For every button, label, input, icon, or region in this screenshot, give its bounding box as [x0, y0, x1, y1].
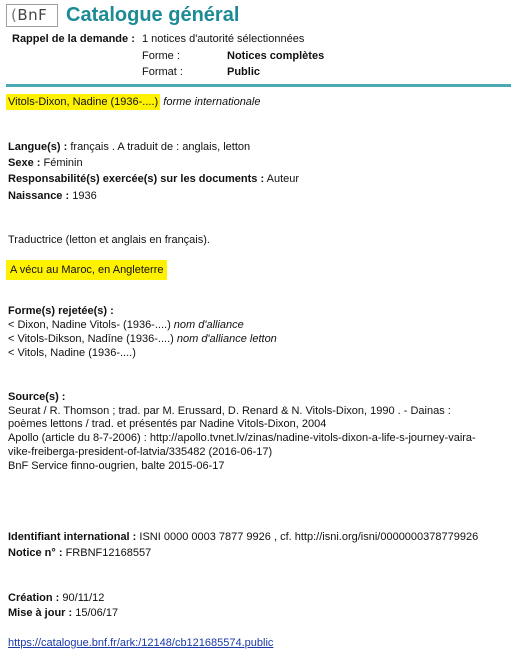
- note-residence-wrap: [6, 264, 167, 276]
- field-sexe: [8, 157, 83, 169]
- update-value: 15/06/17: [75, 607, 119, 619]
- source-line: Apollo (article du 8-7-2006) : http://apollo.tvnet.lv/zinas/nadine-vitols-dixon-a-life-s-journey-vaira-: [8, 432, 476, 444]
- sources-label: Source(s) :: [8, 391, 66, 403]
- rejected-text: < Dixon, Nadine Vitols- (1936-....): [8, 319, 171, 331]
- field-value: Féminin: [43, 157, 83, 169]
- rejected-note: nom d'alliance: [173, 319, 244, 331]
- note-residence: A vécu au Maroc, en Angleterre: [6, 260, 167, 280]
- creation-row: [8, 592, 104, 604]
- notice-row: [8, 547, 151, 559]
- rejected-item: [8, 333, 277, 345]
- request-label: Rappel de la demande :: [12, 33, 135, 45]
- rejected-label: Forme(s) rejetée(s) :: [8, 305, 114, 317]
- notice-label: Notice n° :: [8, 547, 63, 559]
- field-value: 1936: [72, 190, 97, 202]
- field-label: Sexe :: [8, 157, 41, 169]
- rejected-item: [8, 319, 244, 331]
- field-value: français . A traduit de : anglais, letton: [70, 141, 251, 153]
- rejected-note: nom d'alliance letton: [176, 333, 277, 345]
- record-name: Vitols-Dixon, Nadine (1936-....): [8, 96, 159, 108]
- rejected-text: < Vitols-Dikson, Nadīne (1936-....): [8, 333, 174, 345]
- note-translator: Traductrice (letton et anglais en français).: [8, 234, 210, 246]
- field-label: Langue(s) :: [8, 141, 68, 153]
- bnf-logo: [6, 4, 58, 27]
- format-label: Format :: [142, 66, 183, 78]
- rejected-text: < Vitols, Nadine (1936-....): [8, 347, 136, 359]
- source-line: Seurat / R. Thomson ; trad. par M. Erussard, D. Renard & N. Vitols-Dixon, 1990 . - Dainas :: [8, 405, 451, 417]
- permalink-row: [8, 637, 273, 649]
- request-value: 1 notices d'autorité sélectionnées: [142, 33, 305, 45]
- page-title: Catalogue général: [66, 4, 240, 26]
- update-label: Mise à jour :: [8, 607, 73, 619]
- bnf-logo-bracket: (: [11, 6, 18, 24]
- notice-value: FRBNF12168557: [65, 547, 152, 559]
- field-value: Auteur: [266, 173, 300, 185]
- creation-value: 90/11/12: [62, 592, 105, 604]
- field-label: Naissance :: [8, 190, 70, 202]
- rejected-item: [8, 347, 136, 359]
- source-line: BnF Service finno-ougrien, balte 2015-06-17: [8, 460, 225, 472]
- record-name-note: forme internationale: [163, 96, 261, 108]
- isni-row: [8, 531, 478, 543]
- header-divider: [6, 84, 511, 87]
- bnf-logo-text: BnF: [17, 6, 48, 24]
- format-value: Public: [227, 66, 261, 78]
- source-line: poèmes lettons / trad. et présentés par Nadine Vitols-Dixon, 2004: [8, 418, 327, 430]
- isni-label: Identifiant international :: [8, 531, 137, 543]
- permalink-link[interactable]: https://catalogue.bnf.fr/ark:/12148/cb121685574.public: [8, 637, 274, 649]
- update-row: [8, 607, 118, 619]
- record-heading: [6, 96, 261, 108]
- forme-label: Forme :: [142, 50, 180, 62]
- forme-value: Notices complètes: [227, 50, 325, 62]
- field-responsabilite: [8, 173, 299, 185]
- field-langue: [8, 141, 250, 153]
- field-naissance: [8, 190, 97, 202]
- source-line: vike-freiberga-president-of-latvia/335482 (2016-06-17): [8, 446, 273, 458]
- isni-value: ISNI 0000 0003 7877 9926 , cf. http://isni.org/isni/0000000378779926: [139, 531, 479, 543]
- creation-label: Création :: [8, 592, 60, 604]
- field-label: Responsabilité(s) exercée(s) sur les documents :: [8, 173, 265, 185]
